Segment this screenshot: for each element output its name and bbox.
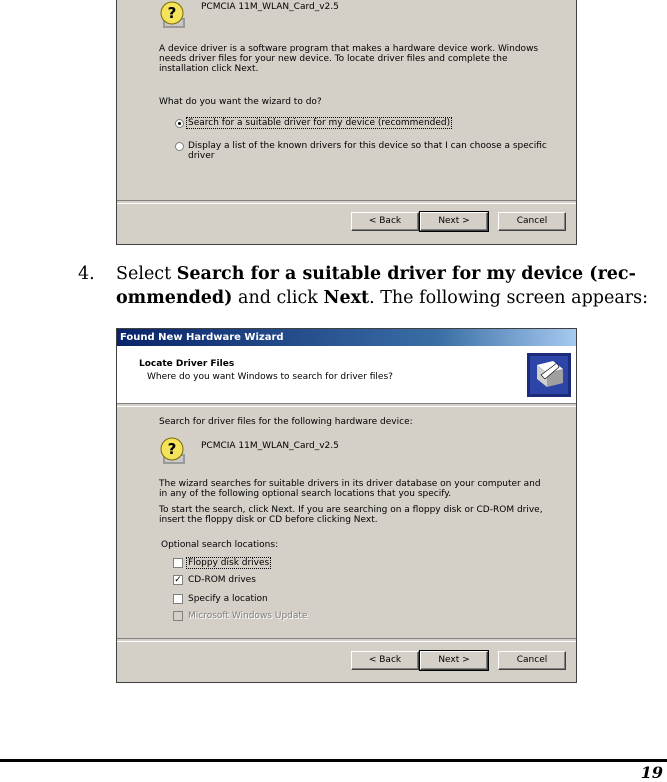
cdrom-label[interactable]: CD-ROM drives	[188, 575, 256, 585]
button-separator	[117, 200, 576, 204]
floppy-label[interactable]: Floppy disk drives	[188, 558, 270, 568]
windows-update-label: Microsoft Windows Update	[188, 611, 308, 621]
floppy-checkbox[interactable]	[173, 558, 183, 568]
next-button[interactable]: Next >	[420, 212, 488, 231]
step-text: Select	[116, 264, 177, 284]
cdrom-checkbox[interactable]	[173, 575, 183, 585]
radio-selected-dot	[178, 122, 181, 125]
step-number: 4.	[78, 264, 95, 284]
step-text: . The following screen appears:	[369, 288, 649, 308]
specify-location-label[interactable]: Specify a location	[188, 594, 268, 604]
start-instructions: To start the search, click Next. If you are searching on a floppy disk or CD-ROM drive, insert the floppy disk or CD before clicking Next.	[159, 505, 543, 525]
cancel-button[interactable]: Cancel	[498, 651, 566, 670]
step-line-1	[116, 263, 636, 285]
option-search-label[interactable]: Search for a suitable driver for my device (recommended)	[188, 118, 451, 128]
page-number: 19	[640, 763, 663, 782]
radio-display-list[interactable]	[175, 142, 184, 151]
window-title[interactable]: Found New Hardware Wizard	[117, 329, 576, 346]
wizard-dialog-select-action	[116, 0, 577, 245]
step-line-2	[116, 287, 648, 309]
check-mark-icon: ✓	[174, 575, 182, 585]
search-label: Search for driver files for the following hardware device:	[159, 417, 413, 427]
question-icon	[159, 0, 189, 30]
option-list-label[interactable]: Display a list of the known drivers for this device so that I can choose a specific driver	[188, 141, 547, 161]
step-text: and click	[232, 288, 324, 308]
question-icon	[159, 436, 189, 466]
step-option-name: Search for a suitable driver for my device (rec-	[176, 264, 636, 284]
device-name: PCMCIA 11M_WLAN_Card_v2.5	[201, 441, 339, 451]
optional-locations-label: Optional search locations:	[161, 540, 279, 550]
footer-rule	[0, 759, 667, 762]
header-separator	[117, 403, 576, 407]
wizard-question: What do you want the wizard to do?	[159, 97, 322, 107]
svg-text:?: ?	[167, 440, 177, 458]
back-button[interactable]: < Back	[351, 651, 419, 670]
search-description: The wizard searches for suitable drivers in its driver database on your computer and in any of the following optional search locations that you specify.	[159, 479, 541, 499]
intro-text: A device driver is a software program that makes a hardware device work. Windows needs driver files for your new device. To locate driver files and complete the installation click Next.	[159, 44, 539, 74]
step-option-name-cont: ommended)	[116, 288, 233, 308]
found-new-hardware-wizard	[116, 328, 577, 683]
step-next-label: Next	[323, 288, 370, 308]
specify-location-checkbox[interactable]	[173, 594, 183, 604]
header-title: Locate Driver Files	[139, 359, 235, 369]
cancel-button[interactable]: Cancel	[498, 212, 566, 231]
hardware-wizard-icon	[527, 353, 571, 397]
header-subtitle: Where do you want Windows to search for driver files?	[147, 372, 393, 382]
device-name: PCMCIA 11M_WLAN_Card_v2.5	[201, 2, 339, 12]
back-button[interactable]: < Back	[351, 212, 419, 231]
button-separator	[117, 638, 576, 642]
windows-update-checkbox	[173, 611, 183, 621]
wizard-header	[117, 346, 576, 403]
radio-search[interactable]	[175, 119, 184, 128]
svg-text:?: ?	[167, 4, 177, 22]
next-button[interactable]: Next >	[420, 651, 488, 670]
